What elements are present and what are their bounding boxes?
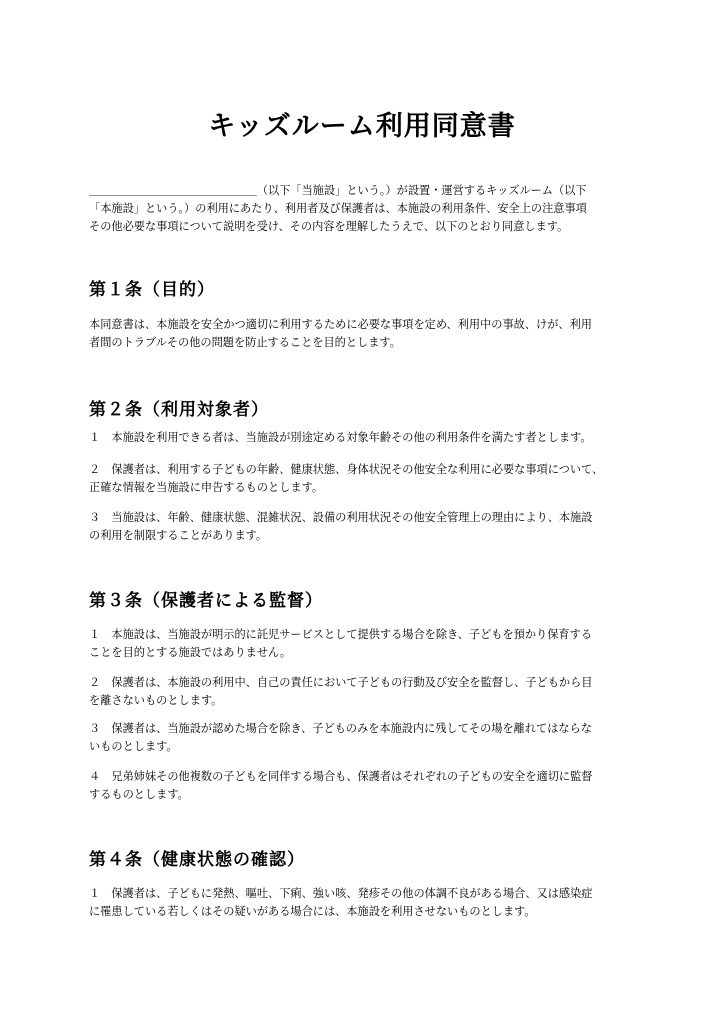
article-2-paragraph-2: ２ 保護者は、利用する子どもの年齢、健康状態、身体状況その他安全な利用に必要な事項について、 正確な情報を当施設に申告するものとします。 [89,463,604,494]
article-3-paragraph-2: ２ 保護者は、本施設の利用中、自己の責任において子どもの行動及び安全を監督し、子どもから目 を離さないものとします。 [89,676,593,707]
article-3-paragraph-3: ３ 保護者は、当施設が認めた場合を除き、子どものみを本施設内に残してその場を離れてはならな いものとします。 [89,722,592,753]
article-1-paragraph-1: 本同意書は、本施設を安全かつ適切に利用するために必要な事項を定め、利用中の事故、けが、利用 者間のトラブルその他の問題を防止することを目的とします。 [89,318,592,349]
document-title: キッズルーム利用同意書 [208,111,516,142]
article-3-paragraph-4: ４ 兄弟姉妹その他複数の子どもを同伴する場合も、保護者はそれぞれの子どもの安全を適切に監督 するものとします。 [89,770,593,801]
article-3-heading: 第３条（保護者による監督） [89,591,323,611]
article-2-paragraph-1: １ 本施設を利用できる者は、当施設が別途定める対象年齢その他の利用条件を満たす者とします。 [89,431,592,444]
article-3-paragraph-1: １ 本施設は、当施設が明示的に託児サービスとして提供する場合を除き、子どもを預かり保育する ことを目的とする施設ではありません。 [89,628,592,659]
article-1-heading: 第１条（目的） [89,280,215,300]
article-4-paragraph-1: １ 保護者は、子どもに発熱、嘔吐、下痢、強い咳、発疹その他の体調不良がある場合、又は感染症 に罹患している若しくはその疑いがある場合には、本施設を利用させないものとします。 [89,887,593,918]
intro-paragraph: ＿＿＿＿＿＿＿＿＿＿＿＿＿＿＿（以下「当施設」という。）が設置・運営するキッズルーム（以下 「本施設」という。）の利用にあたり、利用者及び保護者は、本施設の利用条件、安全上の注意事項 その他必要な事項について説明を受け、その内容を理解したうえで、以下のとおり同意します。 [89,184,587,233]
article-2-paragraph-3: ３ 当施設は、年齢、健康状態、混雑状況、設備の利用状況その他安全管理上の理由により、本施設 の利用を制限することがあります。 [89,511,593,542]
article-2-heading: 第２条（利用対象者） [89,400,269,420]
article-4-heading: 第４条（健康状態の確認） [89,850,305,870]
